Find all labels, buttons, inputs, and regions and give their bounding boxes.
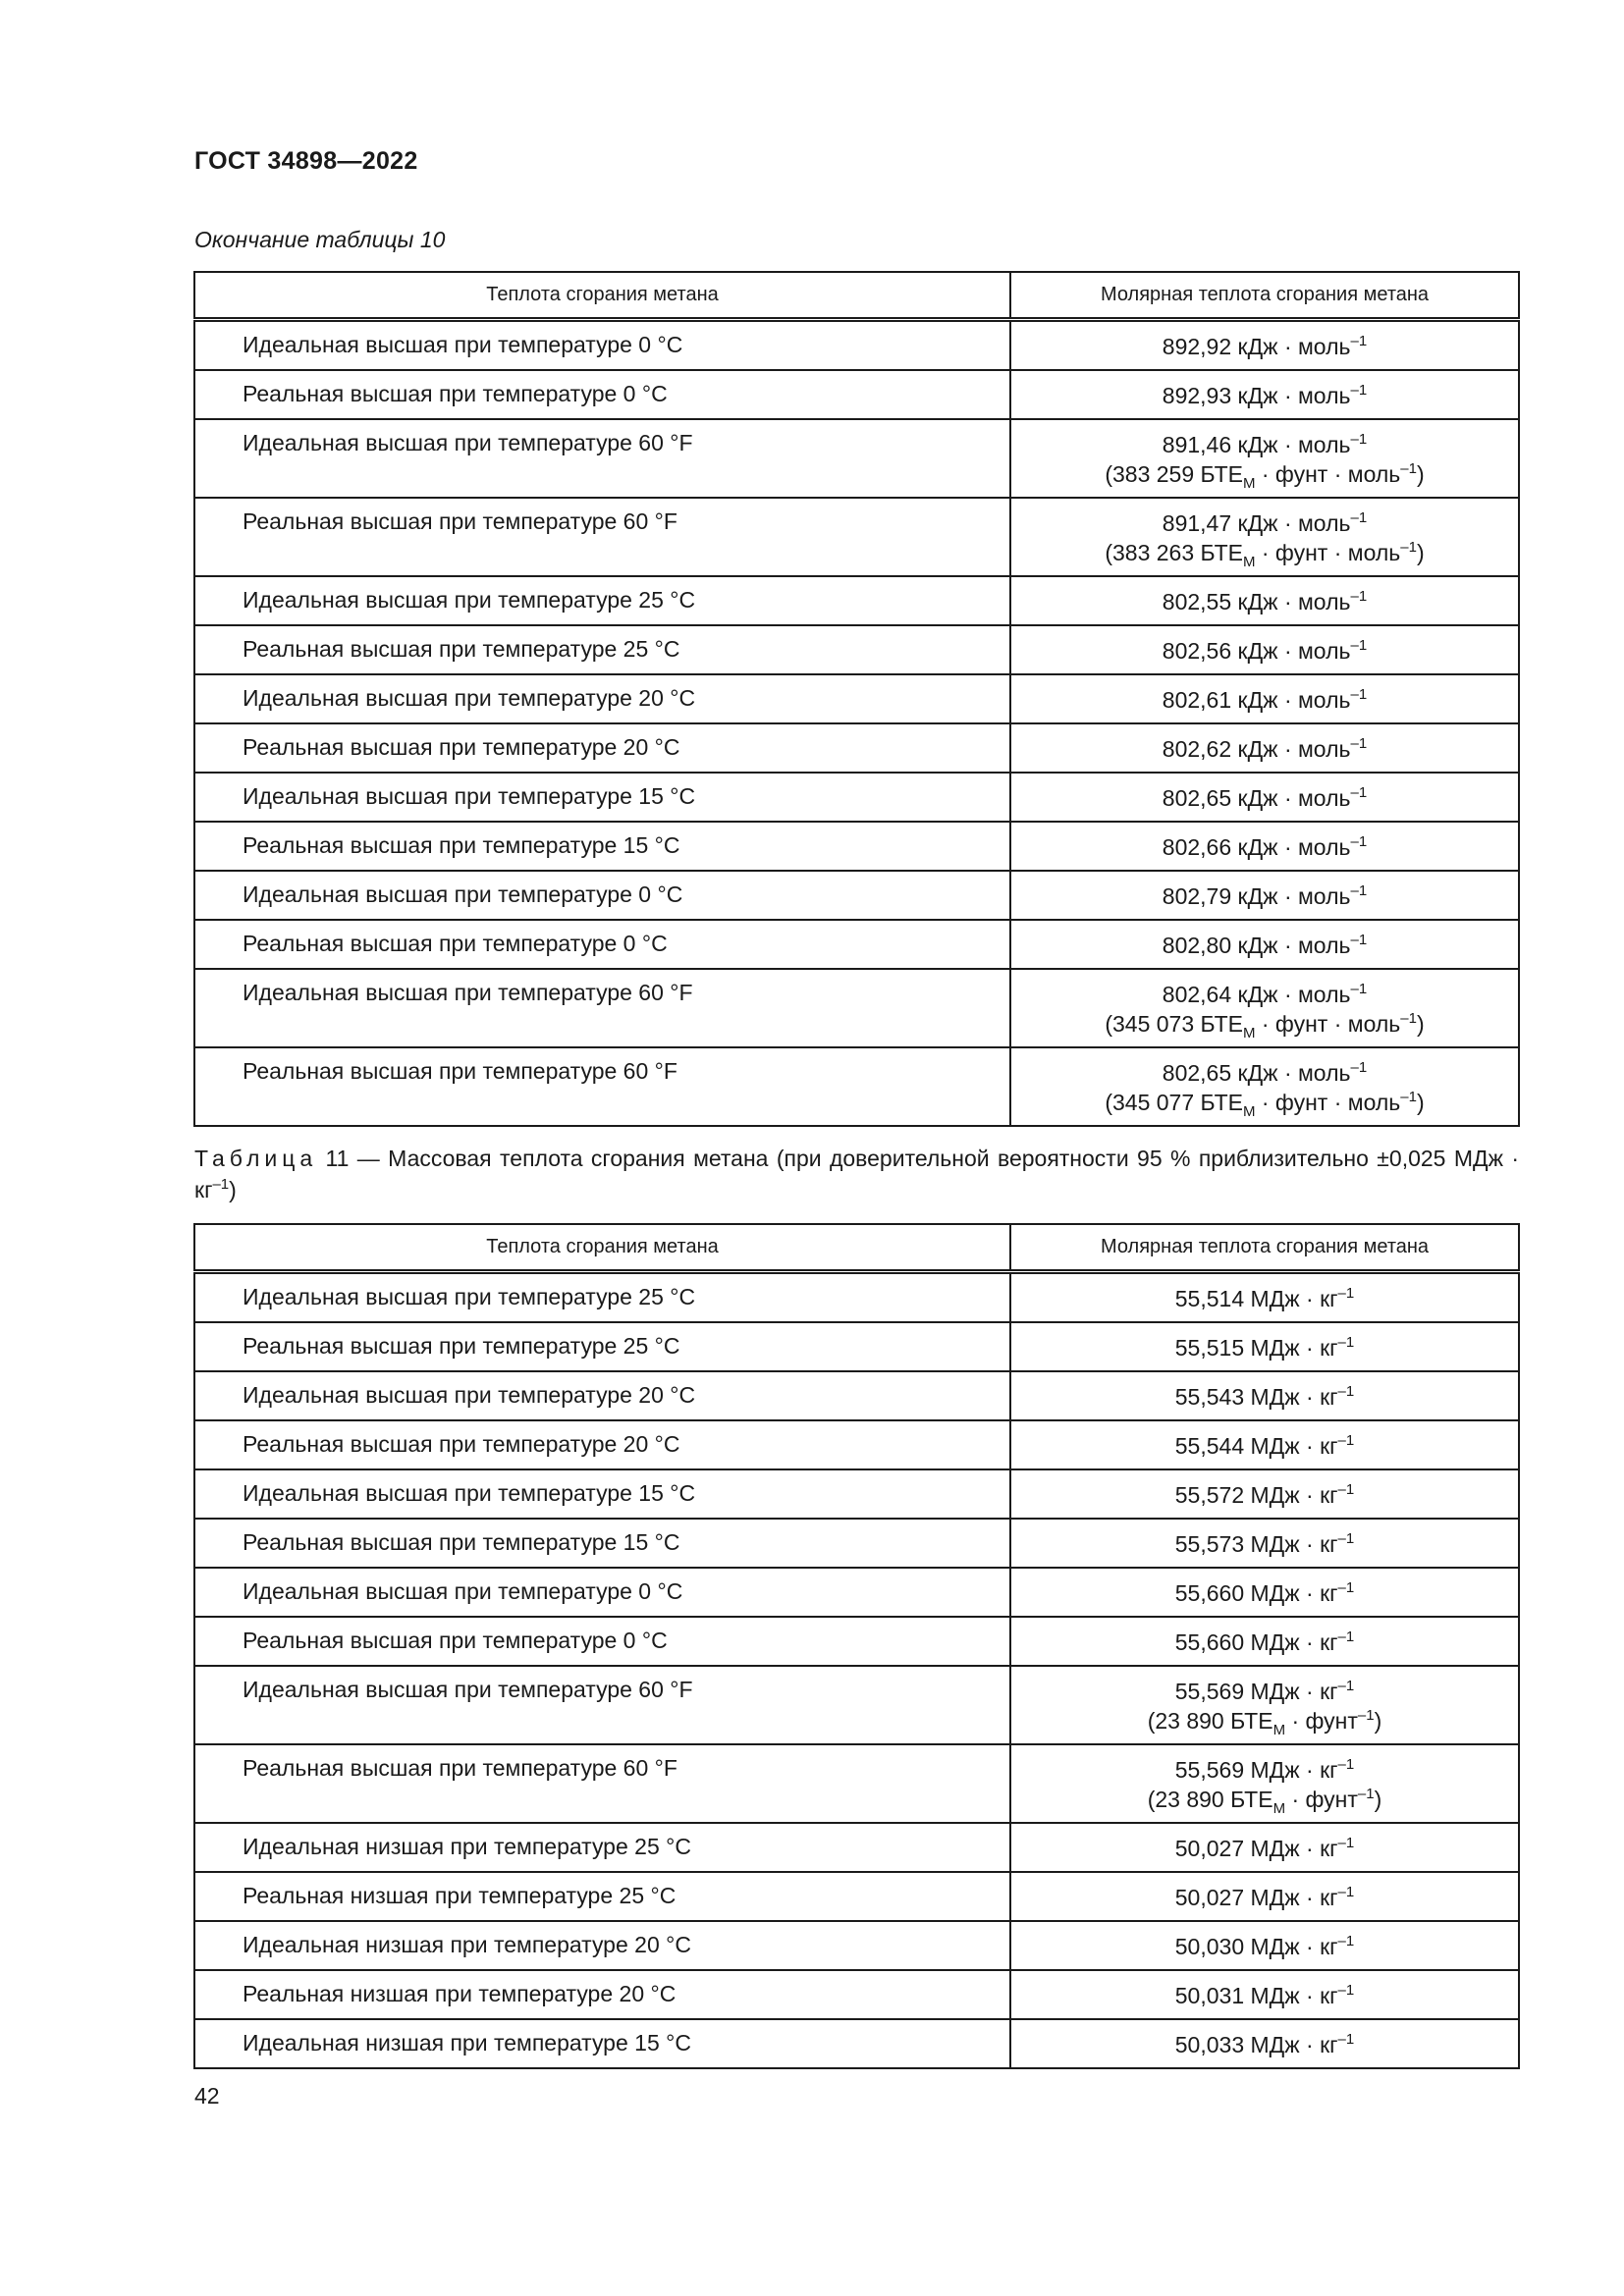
table-row [194, 498, 1519, 576]
row-label: Реальная высшая при температуре 0 °С [194, 1617, 1010, 1666]
row-label: Реальная низшая при температуре 25 °С [194, 1872, 1010, 1921]
column-header: Молярная теплота сгорания метана [1010, 1224, 1519, 1272]
exponent: –1 [1400, 460, 1417, 477]
alt-value-text: (23 890 БТЕ [1147, 1787, 1273, 1812]
row-label: Идеальная низшая при температуре 25 °С [194, 1823, 1010, 1872]
exponent: –1 [1337, 1629, 1355, 1645]
value-line [1011, 980, 1518, 1009]
value-text: 55,515 МДж · кг [1174, 1335, 1338, 1361]
table-row [194, 1469, 1519, 1519]
value-text: 50,027 МДж · кг [1174, 1885, 1338, 1910]
subscript: М [1242, 1103, 1256, 1120]
table-row [194, 1568, 1519, 1617]
exponent: –1 [1350, 333, 1368, 349]
exponent: –1 [1350, 382, 1368, 399]
exponent: –1 [1400, 539, 1417, 556]
exponent: –1 [1350, 882, 1368, 899]
value-line [1011, 1578, 1518, 1608]
exponent: –1 [1400, 1089, 1417, 1105]
column-header: Теплота сгорания метана [194, 272, 1010, 320]
exponent: –1 [1350, 431, 1368, 448]
subscript: М [1242, 554, 1256, 570]
value-line [1011, 1628, 1518, 1657]
standard-designation: ГОСТ 34898—2022 [194, 147, 418, 175]
value-text: 802,65 кДж · моль [1162, 1060, 1351, 1086]
value-line [1011, 685, 1518, 715]
row-value [1010, 1921, 1519, 1970]
value-line [1011, 734, 1518, 764]
alt-unit-text: · фунт · моль [1255, 540, 1401, 565]
value-line [1011, 587, 1518, 616]
subscript: М [1242, 475, 1256, 492]
table-header-row [194, 1224, 1519, 1272]
table-11-caption [194, 1143, 1519, 1205]
exponent: –1 [1337, 1678, 1355, 1694]
value-line [1011, 1480, 1518, 1510]
row-value [1010, 320, 1519, 371]
row-value [1010, 1666, 1519, 1744]
exponent: –1 [1350, 981, 1368, 997]
exponent: –1 [1337, 1756, 1355, 1773]
table-row [194, 1823, 1519, 1872]
value-line [1011, 332, 1518, 361]
row-label: Идеальная высшая при температуре 25 °С [194, 576, 1010, 625]
row-label: Реальная высшая при температуре 60 °F [194, 1047, 1010, 1126]
value-text: 55,543 МДж · кг [1174, 1384, 1338, 1410]
table-row [194, 419, 1519, 498]
value-text: 802,66 кДж · моль [1162, 834, 1351, 860]
value-line [1011, 636, 1518, 666]
row-value [1010, 1568, 1519, 1617]
row-label: Идеальная высшая при температуре 25 °С [194, 1272, 1010, 1323]
value-text: 50,027 МДж · кг [1174, 1836, 1338, 1861]
exponent: –1 [1350, 932, 1368, 948]
row-value [1010, 1519, 1519, 1568]
value-text: 891,47 кДж · моль [1162, 510, 1351, 536]
alt-close: ) [1416, 540, 1425, 565]
row-value [1010, 1617, 1519, 1666]
value-line [1011, 1382, 1518, 1412]
column-header: Теплота сгорания метана [194, 1224, 1010, 1272]
table-row [194, 625, 1519, 674]
row-label: Идеальная высшая при температуре 0 °С [194, 320, 1010, 371]
table-row [194, 1970, 1519, 2019]
alt-close: ) [1416, 461, 1425, 487]
row-value [1010, 419, 1519, 498]
alt-value-line [1011, 1785, 1518, 1817]
value-line [1011, 1333, 1518, 1362]
value-text: 802,55 кДж · моль [1162, 589, 1351, 614]
alt-value-text: (383 259 БТЕ [1105, 461, 1243, 487]
row-label: Идеальная высшая при температуре 20 °С [194, 1371, 1010, 1420]
value-line [1011, 1981, 1518, 2010]
exponent: –1 [1357, 1786, 1375, 1802]
row-value [1010, 674, 1519, 723]
exponent: –1 [1337, 1530, 1355, 1547]
value-line [1011, 1431, 1518, 1461]
value-text: 802,65 кДж · моль [1162, 785, 1351, 811]
value-text: 50,033 МДж · кг [1174, 2032, 1338, 2057]
row-value [1010, 773, 1519, 822]
value-text: 892,93 кДж · моль [1162, 383, 1351, 408]
table-row [194, 1666, 1519, 1744]
row-label: Реальная высшая при температуре 60 °F [194, 498, 1010, 576]
alt-unit-text: · фунт [1285, 1708, 1358, 1734]
alt-value-line [1011, 459, 1518, 492]
value-text: 55,573 МДж · кг [1174, 1531, 1338, 1557]
row-label: Идеальная высшая при температуре 60 °F [194, 969, 1010, 1047]
value-text: 802,79 кДж · моль [1162, 883, 1351, 909]
row-value [1010, 1272, 1519, 1323]
value-text: 802,80 кДж · моль [1162, 933, 1351, 958]
exponent: –1 [1350, 686, 1368, 703]
row-value [1010, 625, 1519, 674]
table-row [194, 822, 1519, 871]
table-row [194, 2019, 1519, 2068]
value-line [1011, 1834, 1518, 1863]
value-text: 802,56 кДж · моль [1162, 638, 1351, 664]
value-text: 55,660 МДж · кг [1174, 1580, 1338, 1606]
exponent: –1 [1337, 2031, 1355, 2048]
row-value [1010, 723, 1519, 773]
table-row [194, 1322, 1519, 1371]
value-text: 891,46 кДж · моль [1162, 432, 1351, 457]
row-label: Идеальная высшая при температуре 15 °С [194, 1469, 1010, 1519]
value-line [1011, 1284, 1518, 1313]
alt-value-text: (345 077 БТЕ [1105, 1090, 1243, 1115]
value-text: 892,92 кДж · моль [1162, 334, 1351, 359]
value-line [1011, 1755, 1518, 1785]
column-header: Молярная теплота сгорания метана [1010, 272, 1519, 320]
value-text: 55,514 МДж · кг [1174, 1286, 1338, 1311]
row-label: Реальная высшая при температуре 0 °С [194, 370, 1010, 419]
value-text: 802,64 кДж · моль [1162, 982, 1351, 1007]
alt-unit-text: · фунт · моль [1255, 461, 1401, 487]
row-value [1010, 871, 1519, 920]
value-line [1011, 508, 1518, 538]
value-text: 55,544 МДж · кг [1174, 1433, 1338, 1459]
table-row [194, 773, 1519, 822]
subscript: М [1272, 1722, 1286, 1738]
table-10 [193, 271, 1520, 1127]
alt-value-line [1011, 1009, 1518, 1039]
row-label: Идеальная низшая при температуре 15 °С [194, 2019, 1010, 2068]
value-line [1011, 381, 1518, 410]
value-line [1011, 832, 1518, 862]
table-row [194, 920, 1519, 969]
value-line [1011, 1932, 1518, 1961]
table-row [194, 1921, 1519, 1970]
exponent: –1 [1357, 1707, 1375, 1724]
row-label: Реальная высшая при температуре 20 °С [194, 1420, 1010, 1469]
table-row [194, 1872, 1519, 1921]
table-row [194, 1744, 1519, 1823]
value-line [1011, 430, 1518, 459]
alt-close: ) [1416, 1090, 1425, 1115]
exponent: –1 [1350, 588, 1368, 605]
row-label: Реальная высшая при температуре 15 °С [194, 822, 1010, 871]
value-text: 50,031 МДж · кг [1174, 1983, 1338, 2008]
value-text: 55,569 МДж · кг [1174, 1757, 1338, 1783]
exponent: –1 [1350, 735, 1368, 752]
row-label: Идеальная высшая при температуре 0 °С [194, 1568, 1010, 1617]
exponent: –1 [1350, 784, 1368, 801]
value-line [1011, 881, 1518, 911]
table-10-continuation-caption: Окончание таблицы 10 [194, 227, 446, 252]
table-row [194, 1420, 1519, 1469]
exponent: –1 [1337, 1383, 1355, 1400]
caption-end: ) [229, 1177, 237, 1202]
row-value [1010, 920, 1519, 969]
alt-unit-text: · фунт · моль [1255, 1090, 1401, 1115]
row-value [1010, 1322, 1519, 1371]
table-11-body [194, 1272, 1519, 2069]
exponent: –1 [1337, 1285, 1355, 1302]
exponent: –1 [1337, 1432, 1355, 1449]
exponent: –1 [1337, 1579, 1355, 1596]
exponent: –1 [1400, 1010, 1417, 1027]
alt-unit-text: · фунт · моль [1255, 1011, 1401, 1037]
value-line [1011, 1529, 1518, 1559]
table-header-row [194, 272, 1519, 320]
row-value [1010, 1047, 1519, 1126]
page-number: 42 [194, 2083, 220, 2109]
exponent: –1 [1337, 1334, 1355, 1351]
value-line [1011, 1058, 1518, 1088]
row-value [1010, 1970, 1519, 2019]
table-row [194, 1617, 1519, 1666]
alt-close: ) [1374, 1787, 1382, 1812]
row-label: Идеальная высшая при температуре 0 °С [194, 871, 1010, 920]
subscript: М [1272, 1800, 1286, 1817]
alt-value-line [1011, 1088, 1518, 1120]
alt-close: ) [1416, 1011, 1425, 1037]
alt-unit-text: · фунт [1285, 1787, 1358, 1812]
row-value [1010, 370, 1519, 419]
exponent: –1 [1350, 637, 1368, 654]
table-row [194, 1371, 1519, 1420]
exponent: –1 [1337, 1884, 1355, 1900]
alt-close: ) [1374, 1708, 1382, 1734]
value-line [1011, 783, 1518, 813]
row-value [1010, 2019, 1519, 2068]
table-row [194, 871, 1519, 920]
exponent: –1 [1337, 1982, 1355, 1999]
row-value [1010, 1872, 1519, 1921]
table-row [194, 576, 1519, 625]
exponent: –1 [1337, 1481, 1355, 1498]
table-row [194, 969, 1519, 1047]
row-label: Реальная низшая при температуре 20 °С [194, 1970, 1010, 2019]
table-label: Таблица [194, 1146, 318, 1171]
value-text: 55,660 МДж · кг [1174, 1629, 1338, 1655]
value-line [1011, 1883, 1518, 1912]
row-label: Идеальная высшая при температуре 15 °С [194, 773, 1010, 822]
alt-value-line [1011, 1706, 1518, 1738]
row-value [1010, 498, 1519, 576]
table-row [194, 674, 1519, 723]
table-10-body [194, 320, 1519, 1127]
alt-value-text: (383 263 БТЕ [1105, 540, 1243, 565]
row-label: Реальная высшая при температуре 0 °С [194, 920, 1010, 969]
exponent: –1 [1350, 509, 1368, 526]
table-row [194, 320, 1519, 371]
exponent: –1 [1350, 833, 1368, 850]
row-value [1010, 1371, 1519, 1420]
table-row [194, 1047, 1519, 1126]
alt-value-text: (23 890 БТЕ [1147, 1708, 1273, 1734]
value-text: 802,61 кДж · моль [1162, 687, 1351, 713]
value-line [1011, 2030, 1518, 2059]
row-label: Реальная высшая при температуре 25 °С [194, 625, 1010, 674]
exponent: –1 [212, 1176, 230, 1193]
value-text: 55,569 МДж · кг [1174, 1679, 1338, 1704]
exponent: –1 [1337, 1835, 1355, 1851]
row-label: Идеальная высшая при температуре 60 °F [194, 419, 1010, 498]
row-value [1010, 969, 1519, 1047]
value-line [1011, 1677, 1518, 1706]
value-text: 55,572 МДж · кг [1174, 1482, 1338, 1508]
subscript: М [1242, 1025, 1256, 1041]
table-11 [193, 1223, 1520, 2069]
alt-value-line [1011, 538, 1518, 570]
value-text: 50,030 МДж · кг [1174, 1934, 1338, 1959]
row-label: Идеальная низшая при температуре 20 °С [194, 1921, 1010, 1970]
row-label: Идеальная высшая при температуре 60 °F [194, 1666, 1010, 1744]
row-label: Реальная высшая при температуре 20 °С [194, 723, 1010, 773]
row-value [1010, 1744, 1519, 1823]
value-line [1011, 931, 1518, 960]
row-value [1010, 1420, 1519, 1469]
value-text: 802,62 кДж · моль [1162, 736, 1351, 762]
row-label: Реальная высшая при температуре 60 °F [194, 1744, 1010, 1823]
row-label: Идеальная высшая при температуре 20 °С [194, 674, 1010, 723]
exponent: –1 [1350, 1059, 1368, 1076]
row-value [1010, 1823, 1519, 1872]
row-value [1010, 1469, 1519, 1519]
row-label: Реальная высшая при температуре 25 °С [194, 1322, 1010, 1371]
table-row [194, 723, 1519, 773]
row-value [1010, 576, 1519, 625]
table-row [194, 1519, 1519, 1568]
table-row [194, 1272, 1519, 1323]
alt-value-text: (345 073 БТЕ [1105, 1011, 1243, 1037]
table-title: 11 — Массовая теплота сгорания метана (при доверительной вероятности 95 % приблизительно ±0,025 МДж · кг [194, 1146, 1519, 1202]
row-label: Реальная высшая при температуре 15 °С [194, 1519, 1010, 1568]
exponent: –1 [1337, 1933, 1355, 1949]
table-row [194, 370, 1519, 419]
row-value [1010, 822, 1519, 871]
